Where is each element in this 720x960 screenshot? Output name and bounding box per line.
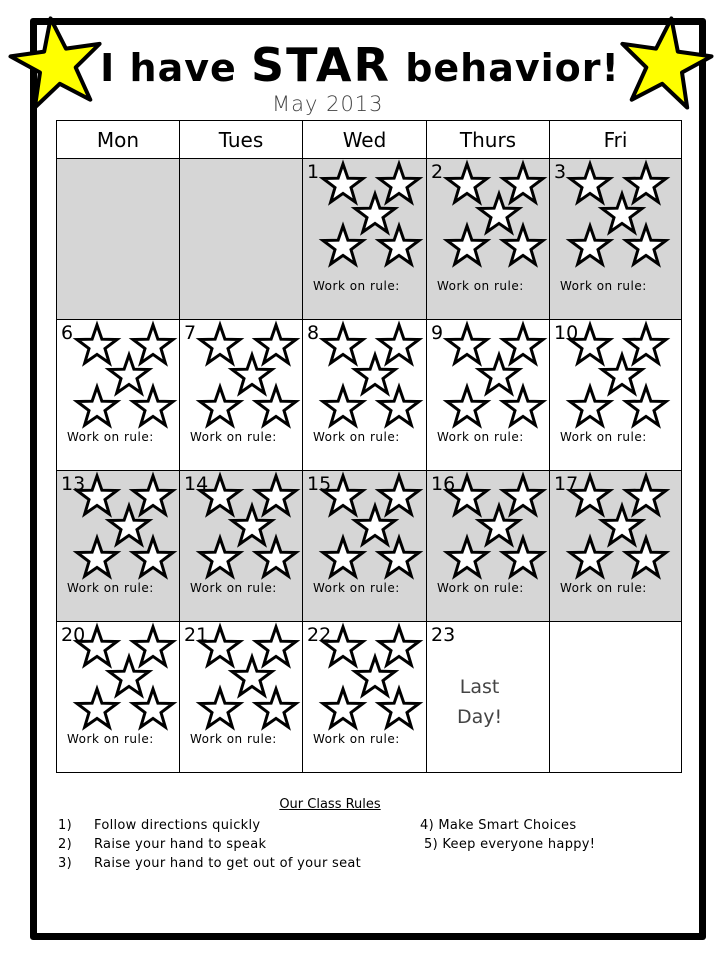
- calendar-day-cell: [427, 471, 550, 622]
- day-number: 3: [554, 161, 567, 183]
- star-icon[interactable]: [200, 538, 240, 576]
- star-icon[interactable]: [447, 538, 487, 576]
- last-day-note-line: Last: [459, 676, 500, 698]
- star-icon[interactable]: [77, 387, 117, 425]
- star-icon[interactable]: [256, 627, 296, 665]
- work-on-rule-label: Work on rule:: [560, 430, 647, 444]
- rule-item-5: 5) Keep everyone happy!: [424, 837, 596, 852]
- star-icon[interactable]: [626, 164, 666, 202]
- work-on-rule-label: Work on rule:: [190, 430, 277, 444]
- last-day-note: [457, 672, 502, 732]
- work-on-rule-label: Work on rule:: [560, 581, 647, 595]
- star-icon[interactable]: [323, 689, 363, 727]
- week-row: [57, 159, 682, 320]
- star-icon[interactable]: [256, 476, 296, 514]
- calendar-day-cell: [180, 320, 303, 471]
- star-icon[interactable]: [570, 226, 610, 264]
- star-icon[interactable]: [77, 476, 117, 514]
- star-icon[interactable]: [570, 164, 610, 202]
- calendar-day-cell: [427, 320, 550, 471]
- star-icon[interactable]: [256, 325, 296, 363]
- star-icon[interactable]: [323, 164, 363, 202]
- star-icon[interactable]: [77, 325, 117, 363]
- star-icon[interactable]: [503, 325, 543, 363]
- calendar-day-cell: [550, 320, 682, 471]
- star-icon[interactable]: [379, 325, 419, 363]
- day-header-tues: Tues: [180, 121, 303, 159]
- calendar-day-cell: [303, 159, 427, 320]
- star-icon[interactable]: [447, 387, 487, 425]
- star-icon[interactable]: [379, 164, 419, 202]
- week-row: [57, 320, 682, 471]
- day-header-thurs: Thurs: [427, 121, 550, 159]
- star-icon[interactable]: [77, 538, 117, 576]
- week-row: [57, 471, 682, 622]
- star-icon[interactable]: [200, 325, 240, 363]
- rule-item-1: [58, 818, 260, 833]
- calendar-day-cell: [57, 622, 180, 773]
- day-number: 17: [554, 473, 579, 495]
- page-title: [0, 38, 720, 92]
- star-icon[interactable]: [570, 476, 610, 514]
- star-icon[interactable]: [133, 476, 173, 514]
- work-on-rule-label: Work on rule:: [67, 732, 154, 746]
- rule-number: 3): [58, 856, 72, 871]
- calendar-grid: [56, 120, 682, 773]
- day-number: 16: [431, 473, 456, 495]
- work-on-rule-label: Work on rule:: [437, 430, 524, 444]
- week-row: [57, 622, 682, 773]
- day-number: 2: [431, 161, 444, 183]
- title-star-word: STAR: [251, 38, 391, 92]
- day-number: 10: [554, 322, 579, 344]
- calendar-day-cell: [57, 159, 180, 320]
- calendar-day-cell: [57, 471, 180, 622]
- star-icon[interactable]: [323, 627, 363, 665]
- rule-number: 1): [58, 818, 72, 833]
- day-number: 21: [184, 624, 209, 646]
- work-on-rule-label: Work on rule:: [437, 581, 524, 595]
- day-number: 8: [307, 322, 320, 344]
- title-part-1: I have: [100, 46, 251, 90]
- star-icon[interactable]: [200, 689, 240, 727]
- star-icon[interactable]: [626, 476, 666, 514]
- day-number: 20: [61, 624, 86, 646]
- day-header-wed: Wed: [303, 121, 427, 159]
- rule-text: Raise your hand to speak: [94, 837, 267, 852]
- work-on-rule-label: Work on rule:: [313, 279, 400, 293]
- star-icon[interactable]: [503, 164, 543, 202]
- star-icon[interactable]: [323, 476, 363, 514]
- calendar-day-cell: [180, 622, 303, 773]
- star-icon[interactable]: [133, 325, 173, 363]
- star-icon[interactable]: [379, 627, 419, 665]
- calendar-day-cell: [303, 320, 427, 471]
- star-icon[interactable]: [200, 627, 240, 665]
- day-number: 1: [307, 161, 320, 183]
- calendar-day-cell: [427, 159, 550, 320]
- rule-item-4: 4) Make Smart Choices: [420, 818, 577, 833]
- rule-text: Raise your hand to get out of your seat: [94, 856, 362, 871]
- star-icon[interactable]: [503, 476, 543, 514]
- day-header-row: [57, 121, 682, 159]
- work-on-rule-label: Work on rule:: [560, 279, 647, 293]
- day-number: 7: [184, 322, 197, 344]
- calendar-day-cell: [180, 471, 303, 622]
- day-number: 15: [307, 473, 332, 495]
- star-icon[interactable]: [447, 476, 487, 514]
- star-icon[interactable]: [447, 325, 487, 363]
- star-icon[interactable]: [447, 164, 487, 202]
- day-number: 9: [431, 322, 444, 344]
- work-on-rule-label: Work on rule:: [313, 430, 400, 444]
- day-number: 23: [431, 624, 456, 646]
- star-group: [303, 159, 425, 289]
- work-on-rule-label: Work on rule:: [190, 581, 277, 595]
- day-number: 13: [61, 473, 86, 495]
- day-header-fri: Fri: [550, 121, 682, 159]
- star-icon[interactable]: [570, 325, 610, 363]
- rule-number: 2): [58, 837, 72, 852]
- star-icon[interactable]: [77, 689, 117, 727]
- star-icon[interactable]: [77, 627, 117, 665]
- star-icon[interactable]: [447, 226, 487, 264]
- title-part-2: behavior!: [390, 46, 620, 90]
- star-icon[interactable]: [133, 627, 173, 665]
- rules-title: Our Class Rules: [279, 797, 381, 812]
- calendar-day-cell: [550, 622, 682, 773]
- calendar-day-cell: [303, 471, 427, 622]
- star-icon[interactable]: [323, 325, 363, 363]
- day-number: 22: [307, 624, 332, 646]
- day-number: 14: [184, 473, 209, 495]
- day-header-mon: Mon: [57, 121, 180, 159]
- star-icon[interactable]: [200, 476, 240, 514]
- star-icon[interactable]: [323, 226, 363, 264]
- star-icon[interactable]: [570, 538, 610, 576]
- work-on-rule-label: Work on rule:: [67, 581, 154, 595]
- star-icon[interactable]: [323, 387, 363, 425]
- calendar-day-cell: [180, 159, 303, 320]
- work-on-rule-label: Work on rule:: [313, 732, 400, 746]
- work-on-rule-label: Work on rule:: [190, 732, 277, 746]
- calendar-day-cell: [427, 622, 550, 773]
- calendar-day-cell: [57, 320, 180, 471]
- rule-text: Follow directions quickly: [94, 818, 261, 833]
- star-icon[interactable]: [570, 387, 610, 425]
- star-icon[interactable]: [200, 387, 240, 425]
- last-day-note-line: Day!: [457, 706, 503, 728]
- day-number: 6: [61, 322, 74, 344]
- star-icon[interactable]: [379, 476, 419, 514]
- work-on-rule-label: Work on rule:: [437, 279, 524, 293]
- rule-item-2: [58, 837, 266, 852]
- work-on-rule-label: Work on rule:: [67, 430, 154, 444]
- star-icon[interactable]: [323, 538, 363, 576]
- rule-item-3: [58, 856, 361, 871]
- star-icon[interactable]: [626, 325, 666, 363]
- month-label: May 2013: [272, 92, 384, 116]
- star-group: [427, 159, 549, 289]
- calendar-day-cell: [550, 471, 682, 622]
- calendar-day-cell: [303, 622, 427, 773]
- work-on-rule-label: Work on rule:: [313, 581, 400, 595]
- calendar-day-cell: [550, 159, 682, 320]
- star-group: [550, 159, 672, 289]
